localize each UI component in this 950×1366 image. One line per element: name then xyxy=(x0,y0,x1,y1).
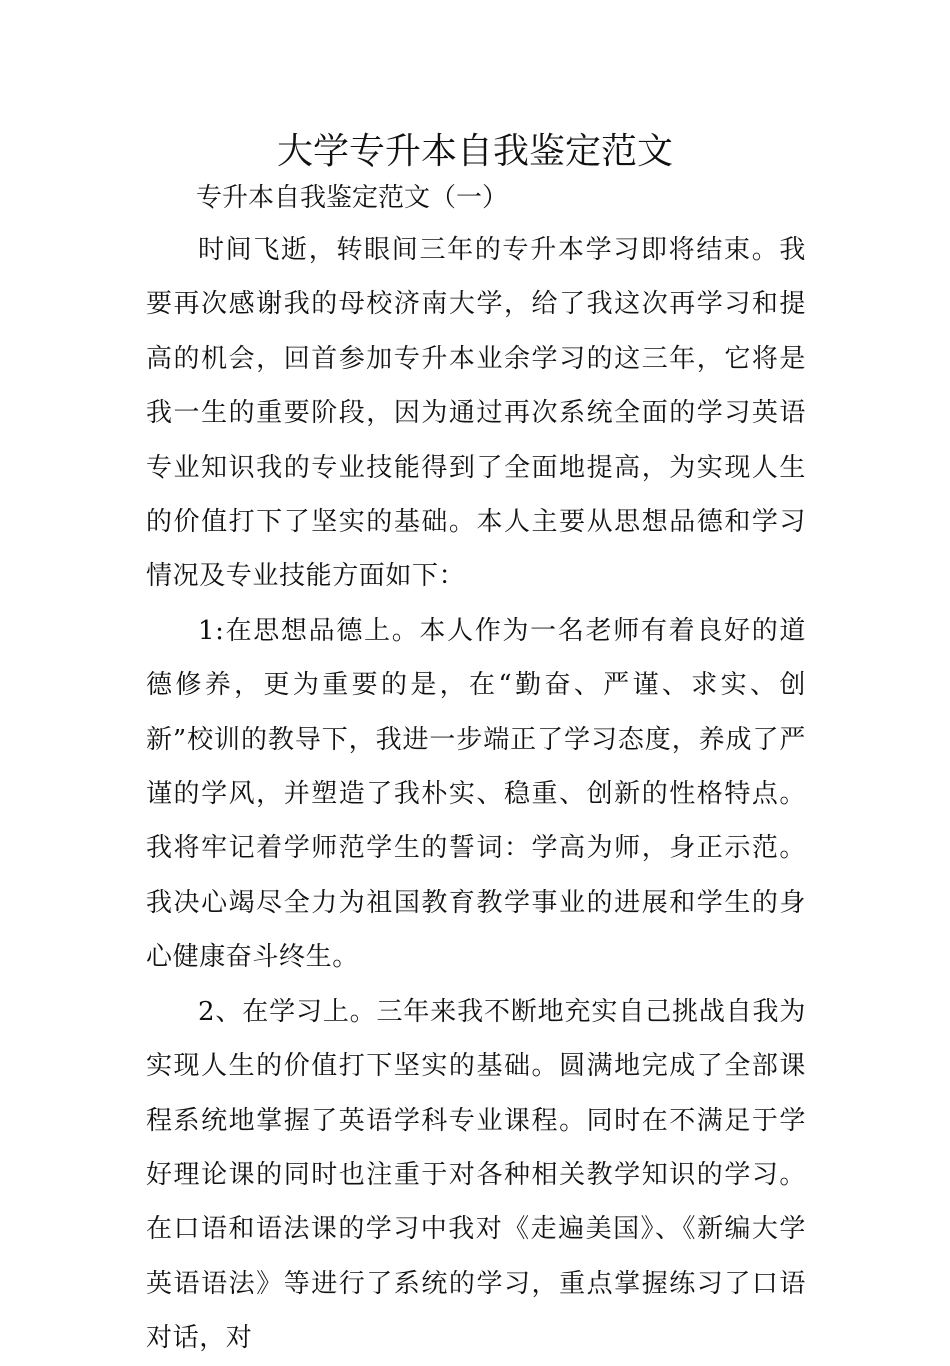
paragraph-study: 2、在学习上。三年来我不断地充实自己挑战自我为实现人生的价值打下坚实的基础。圆满地完成了全部课程系统地掌握了英语学科专业课程。同时在不满足于学好理论课的同时也注重于对各种相关教学知识的学习。在口语和语法课的学习中我对《走遍美国》、《新编大学英语语法》等进行了系统的学习，重点掌握练习了口语对话，对 xyxy=(146,996,806,1354)
paragraph-intro: 时间飞逝，转眼间三年的专升本学习即将结束。我要再次感谢我的母校济南大学，给了我这次再学习和提高的机会，回首参加专升本业余学习的这三年，它将是我一生的重要阶段，因为通过再次系统全面的学习英语专业知识我的专业技能得到了全面地提高，为实现人生的价值打下了坚实的基础。本人主要从思想品德和学习情况及专业技能方面如下： xyxy=(146,235,806,592)
document-body xyxy=(146,223,806,1366)
paragraph-moral: 1:在思想品德上。本人作为一名老师有着良好的道德修养，更为重要的是，在“勤奋、严谨、求实、创新”校训的教导下，我进一步端正了学习态度，养成了严谨的学风，并塑造了我朴实、稳重、创新的性格特点。我将牢记着学师范学生的誓词：学高为师，身正示范。我决心竭尽全力为祖国教育教学事业的进展和学生的身心健康奋斗终生。 xyxy=(146,615,806,973)
document-subtitle: 专升本自我鉴定范文（一） xyxy=(196,183,509,213)
document-title: 大学专升本自我鉴定范文 xyxy=(276,131,673,172)
